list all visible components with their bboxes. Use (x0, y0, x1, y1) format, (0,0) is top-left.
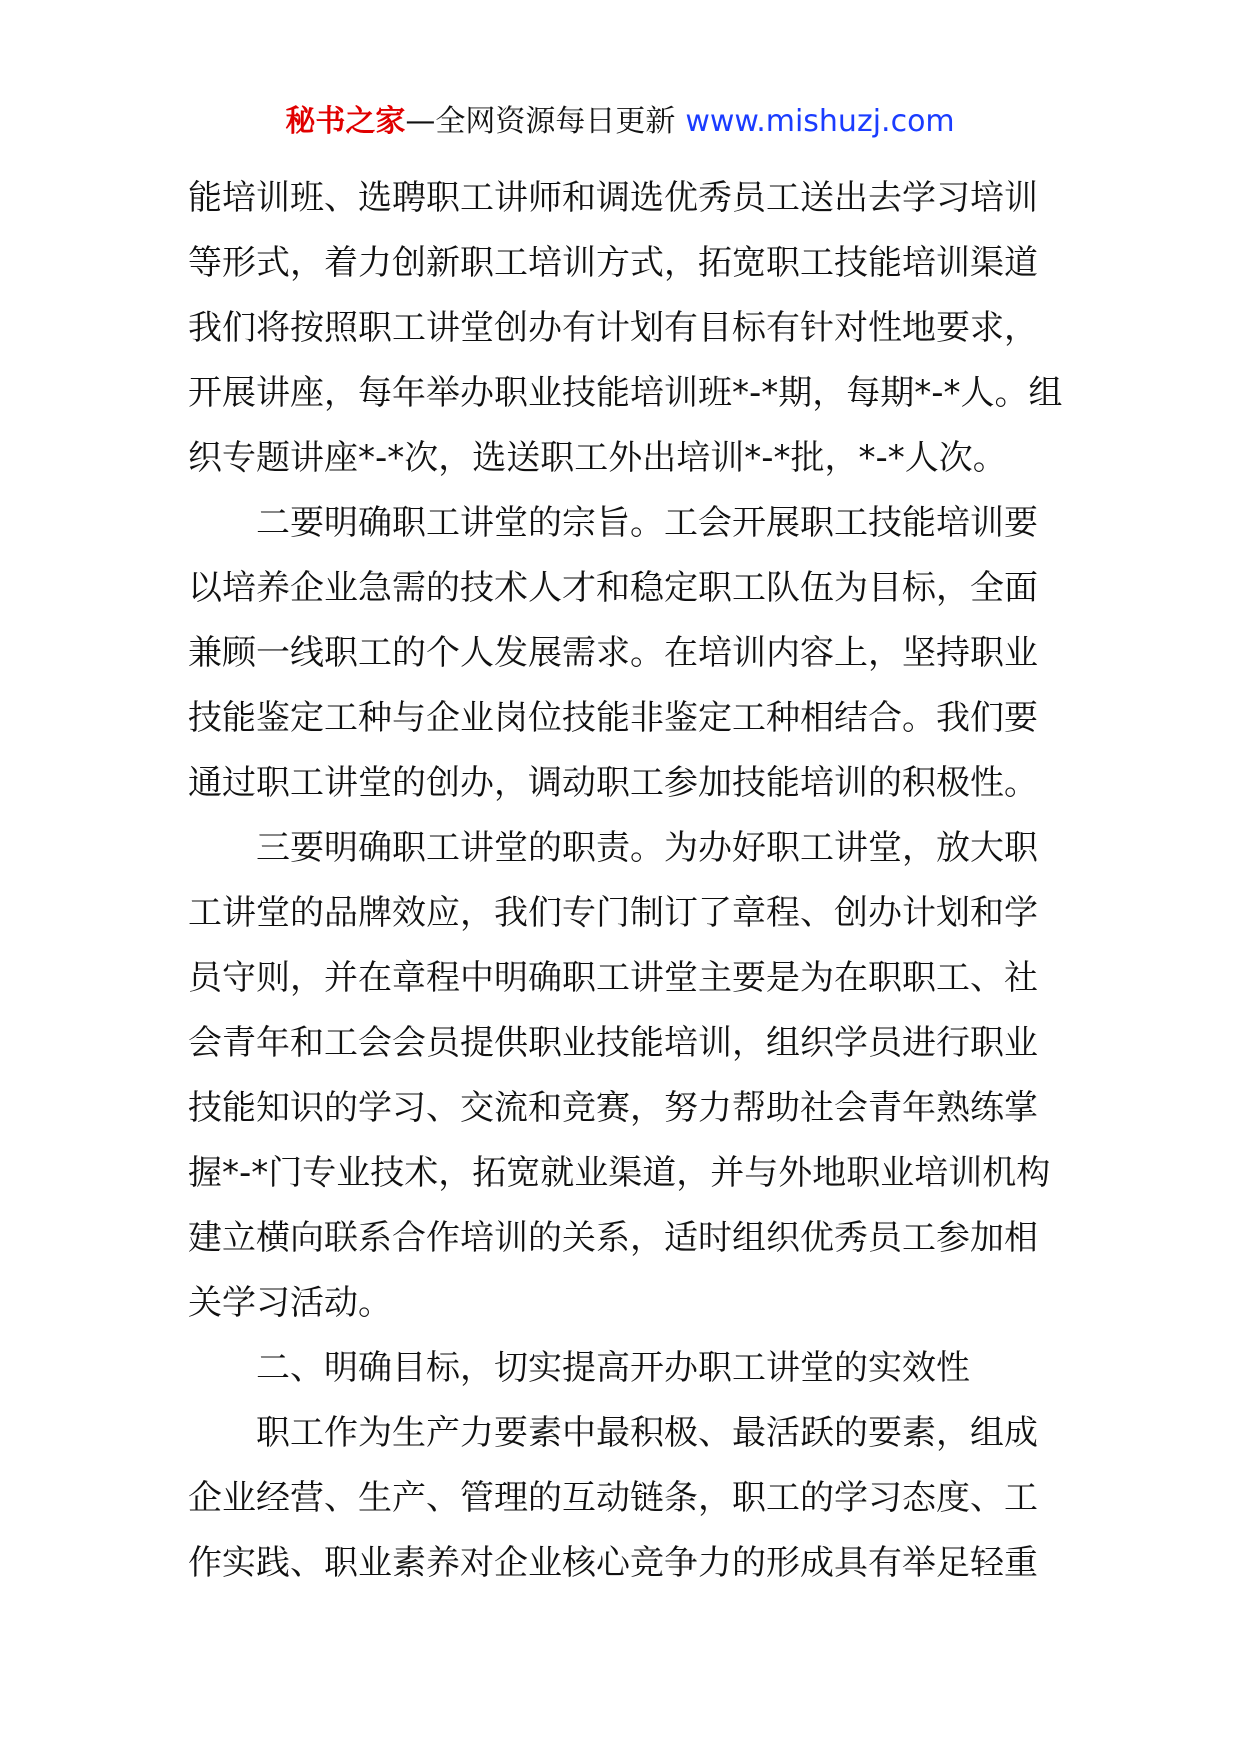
text-line: 关学习活动。 (188, 1283, 392, 1323)
text-line: 以培养企业急需的技术人才和稳定职工队伍为目标，全面 (188, 568, 1038, 608)
section-heading: 二、明确目标，切实提高开办职工讲堂的实效性 (256, 1348, 970, 1388)
text-line: 企业经营、生产、管理的互动链条，职工的学习态度、工 (188, 1478, 1038, 1518)
text-line: 员守则，并在章程中明确职工讲堂主要是为在职职工、社 (188, 958, 1038, 998)
text-line: 会青年和工会会员提供职业技能培训，组织学员进行职业 (188, 1023, 1038, 1063)
document-body (188, 166, 1063, 1596)
text-line: 工讲堂的品牌效应，我们专门制订了章程、创办计划和学 (188, 893, 1038, 933)
text-line: 握*-*门专业技术，拓宽就业渠道，并与外地职业培训机构 (188, 1153, 1051, 1193)
text-line: 我们将按照职工讲堂创办有计划有目标有针对性地要求， (188, 308, 1038, 348)
text-line: 技能鉴定工种与企业岗位技能非鉴定工种相结合。我们要 (188, 698, 1038, 738)
paragraph-start-line: 二要明确职工讲堂的宗旨。工会开展职工技能培训要 (256, 503, 1038, 543)
text-line: 建立横向联系合作培训的关系，适时组织优秀员工参加相 (188, 1218, 1038, 1258)
text-line: 通过职工讲堂的创办，调动职工参加技能培训的积极性。 (188, 763, 1038, 803)
text-line: 织专题讲座*-*次，选送职工外出培训*-*批，*-*人次。 (188, 438, 1007, 478)
text-line: 能培训班、选聘职工讲师和调选优秀员工送出去学习培训 (188, 178, 1038, 218)
site-header (0, 100, 1240, 144)
text-line: 开展讲座，每年举办职业技能培训班*-*期，每期*-*人。组 (188, 373, 1063, 413)
brand-name: 秘书之家 (285, 104, 406, 139)
paragraph-start-line: 职工作为生产力要素中最积极、最活跃的要素，组成 (256, 1413, 1038, 1453)
text-line: 等形式，着力创新职工培训方式，拓宽职工技能培训渠道 (188, 243, 1038, 283)
text-line: 兼顾一线职工的个人发展需求。在培训内容上，坚持职业 (188, 633, 1038, 673)
text-line: 作实践、职业素养对企业核心竞争力的形成具有举足轻重 (188, 1543, 1038, 1583)
header-tagline: —全网资源每日更新 (405, 104, 676, 139)
text-line: 技能知识的学习、交流和竞赛，努力帮助社会青年熟练掌 (188, 1088, 1038, 1128)
site-url[interactable]: www.mishuzj.com (685, 104, 955, 139)
paragraph-start-line: 三要明确职工讲堂的职责。为办好职工讲堂，放大职 (256, 828, 1038, 868)
